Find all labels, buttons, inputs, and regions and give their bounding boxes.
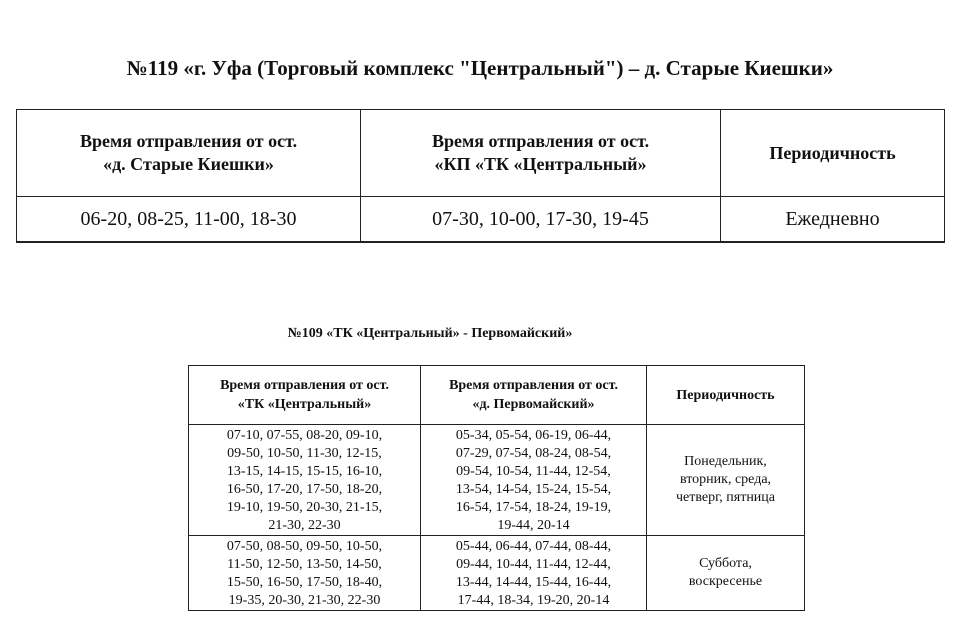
departure-times-pervomaysky: 05-44, 06-44, 07-44, 08-44, 09-44, 10-44, 11-44, 12-44, 13-44, 14-44, 15-44, 16-44, 17-44, 18-34, 19-20, 20-14 (421, 536, 647, 611)
table-row-weekdays (189, 425, 805, 536)
departure-times-pervomaysky: 05-34, 05-54, 06-19, 06-44, 07-29, 07-54, 08-24, 08-54, 09-54, 10-54, 11-44, 12-54, 13-54, 14-54, 15-24, 15-54, 16-54, 17-54, 18-24, 19-19, 19-44, 20-14 (421, 425, 647, 536)
departure-times-kieshki: 06-20, 08-25, 11-00, 18-30 (17, 197, 361, 243)
route-119-table (16, 109, 945, 243)
periodicity-weekdays: Понедельник, вторник, среда, четверг, пятница (647, 425, 805, 536)
table-row-weekend (189, 536, 805, 611)
periodicity-value: Ежедневно (721, 197, 945, 243)
header-departure-tk-central: Время отправления от ост. «ТК «Центральный» (189, 366, 421, 425)
table-header-row (17, 110, 945, 197)
table-header-row (189, 366, 805, 425)
header-departure-kieshki: Время отправления от ост. «д. Старые Киешки» (17, 110, 361, 197)
departure-times-tk-central: 07-50, 08-50, 09-50, 10-50, 11-50, 12-50, 13-50, 14-50, 15-50, 16-50, 17-50, 18-40, 19-35, 20-30, 21-30, 22-30 (189, 536, 421, 611)
route-109-title: №109 «ТК «Центральный» - Первомайский» (287, 326, 573, 341)
header-periodicity: Периодичность (721, 110, 945, 197)
header-periodicity: Периодичность (647, 366, 805, 425)
header-departure-tk-central: Время отправления от ост. «КП «ТК «Центральный» (361, 110, 721, 197)
route-119-title: №119 «г. Уфа (Торговый комплекс "Центральный") – д. Старые Киешки» (126, 56, 834, 80)
route-109-table (188, 365, 805, 611)
departure-times-tk-central: 07-10, 07-55, 08-20, 09-10, 09-50, 10-50, 11-30, 12-15, 13-15, 14-15, 15-15, 16-10, 16-50, 17-20, 17-50, 18-20, 19-10, 19-50, 20-30, 21-15, 21-30, 22-30 (189, 425, 421, 536)
periodicity-weekend: Суббота, воскресенье (647, 536, 805, 611)
departure-times-tk-central: 07-30, 10-00, 17-30, 19-45 (361, 197, 721, 243)
table-row (17, 197, 945, 243)
header-departure-pervomaysky: Время отправления от ост. «д. Первомайский» (421, 366, 647, 425)
